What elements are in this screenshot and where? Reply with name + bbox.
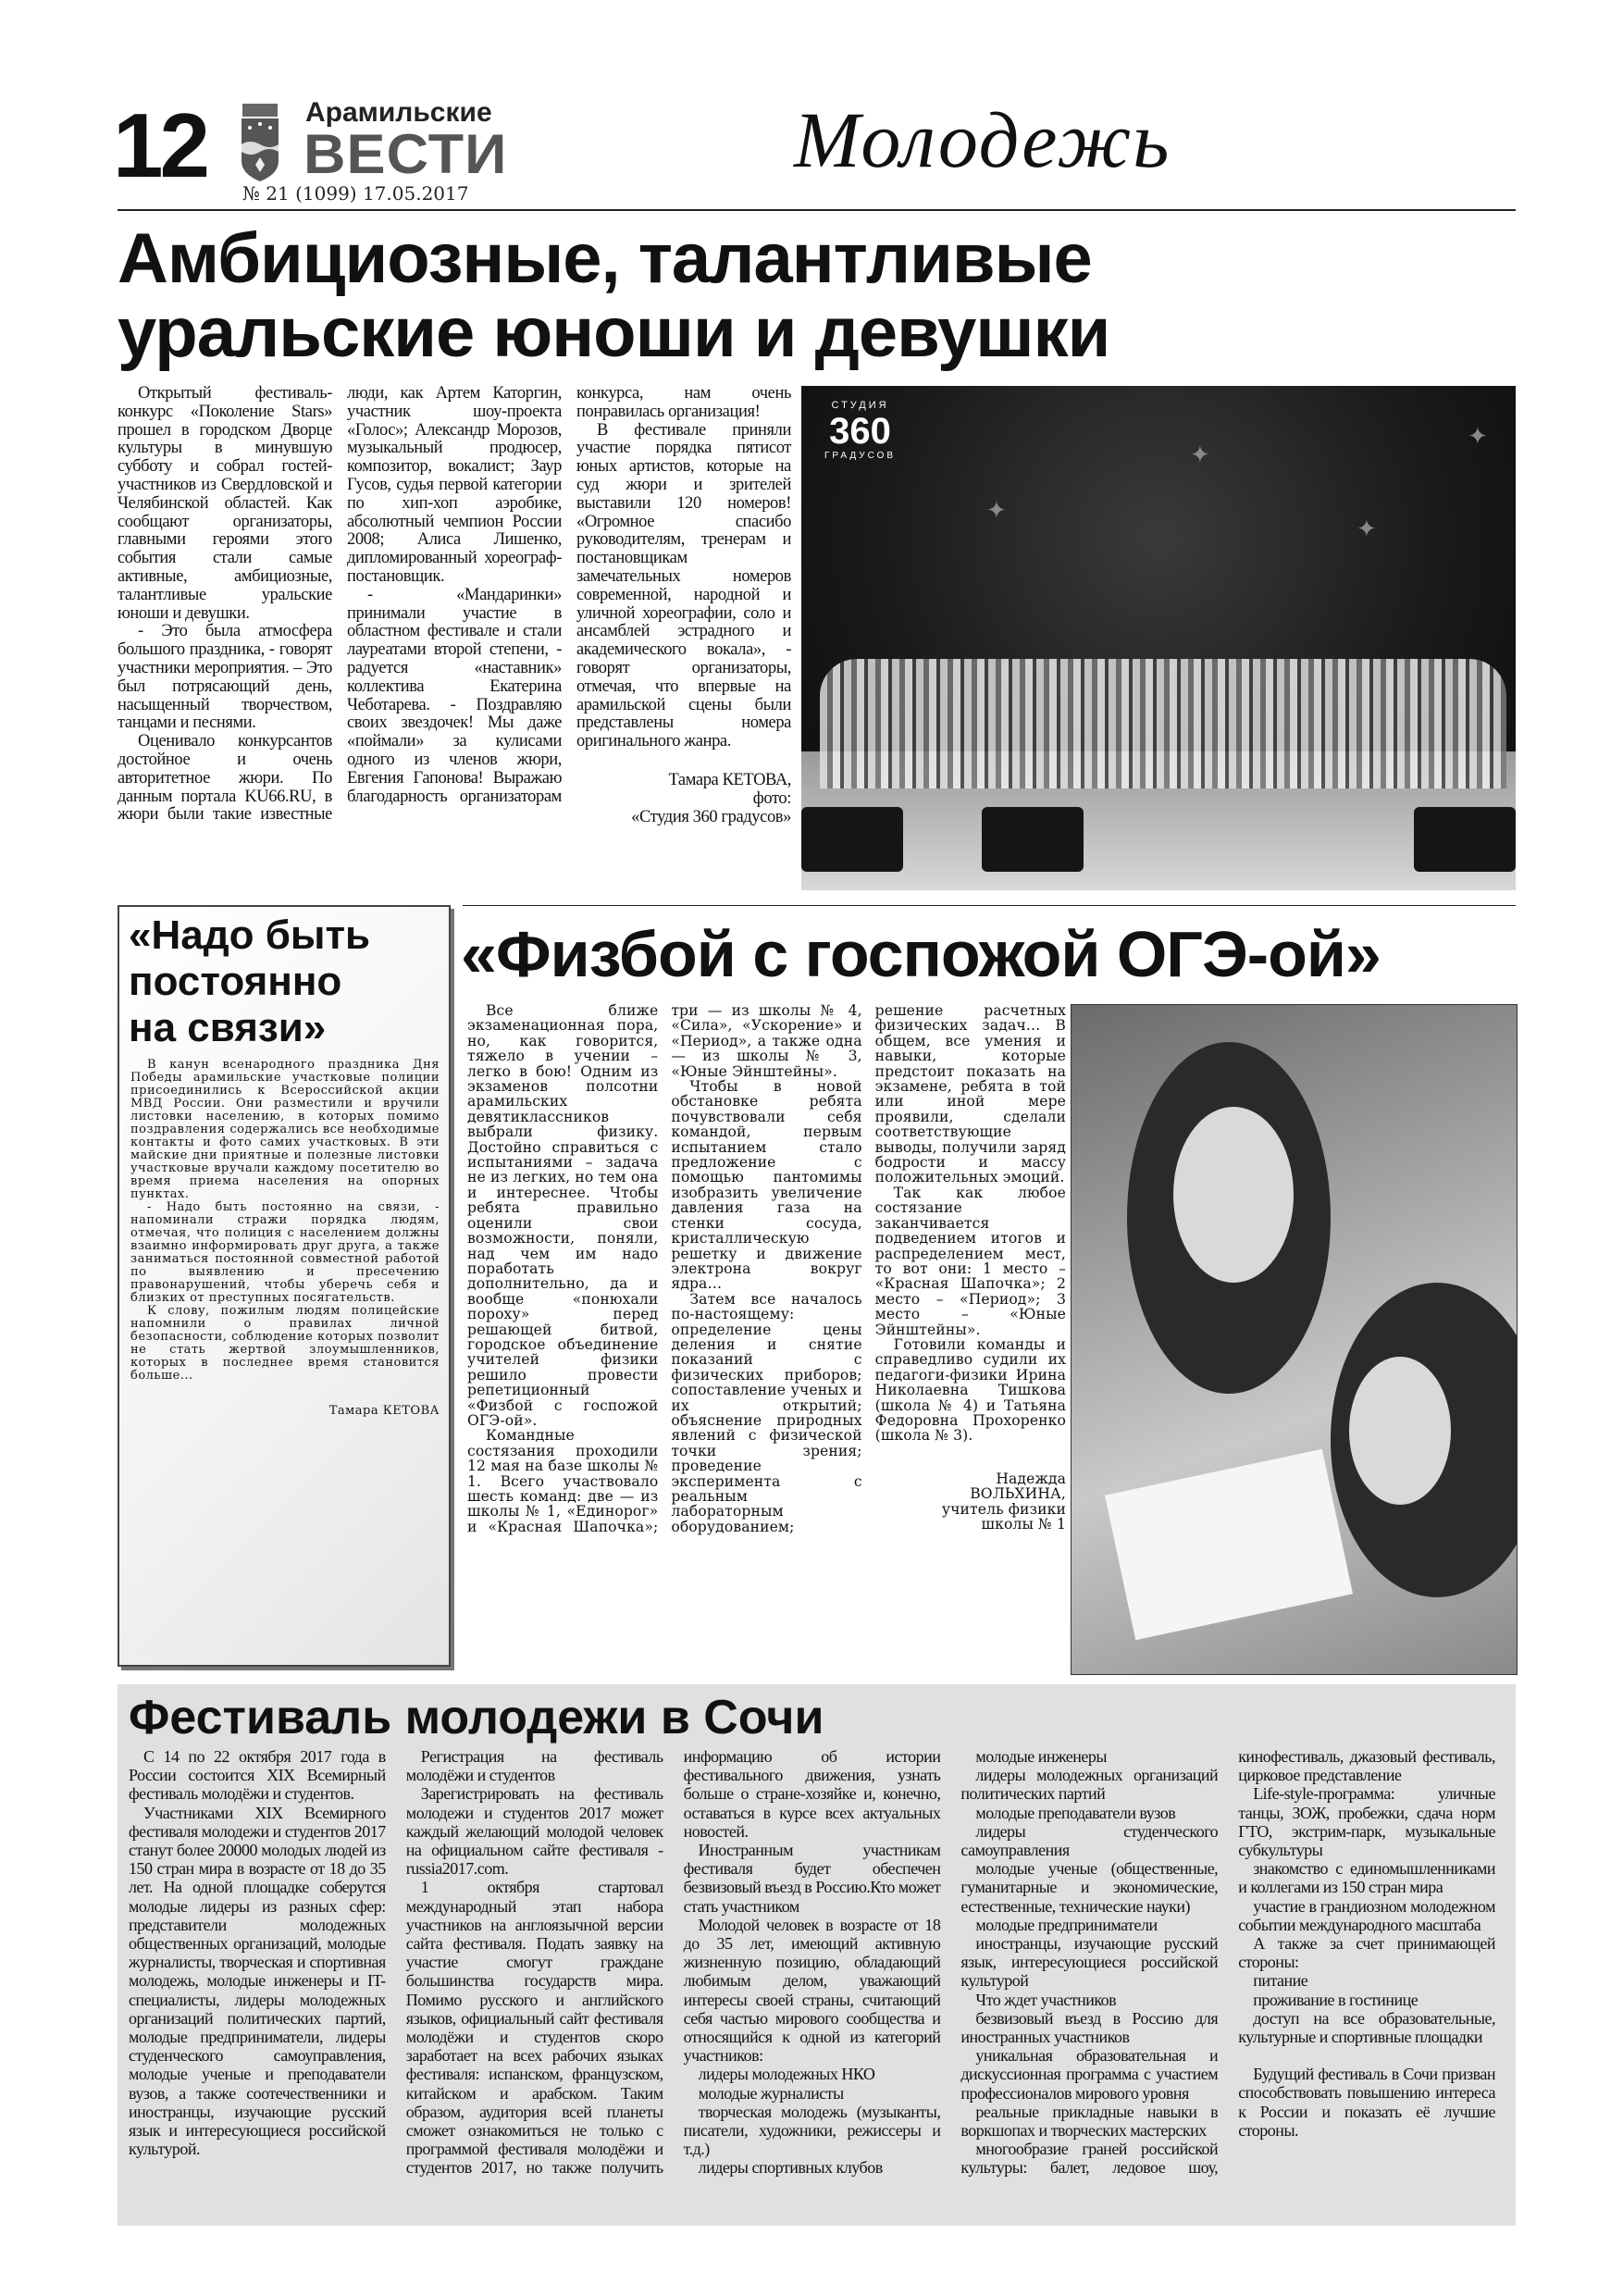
photo-credit: «Студия 360 градусов»	[631, 807, 791, 826]
paragraph: творческая молодежь (музыканты, писатели, художники, режиссеры и т.д.)	[683, 2102, 941, 2159]
paragraph: молодые журналисты	[698, 2083, 844, 2103]
paragraph: молодые преподаватели вузов	[975, 1803, 1176, 1822]
paragraph: доступ на все образовательные, культурные и спортивные площадки	[1238, 2008, 1495, 2047]
paragraph: - Надо быть постоянно на связи, - напоминали стражи порядка людям, отмечая, что полиция с населением должны взаимно информировать друг друга, а также заниматься постоянной совместной работой по выявлению и пресечению правонарушений, чтобы уберечь себя и близких от преступных посягательств.	[130, 1200, 440, 1305]
stage-speaker	[801, 807, 903, 872]
article2-body	[467, 1003, 1066, 1534]
paragraph: Открытый фестиваль-конкурс «Поколение Stars» прошел в городском Дворце культуры в минувшую субботу и собрал гостей-участников из Свердловской и Челябинской областей. Как сообщают организаторы, главными героями этого события стали самые активные, амбициозные, талантливые уральские юноши и девушки.	[118, 384, 332, 623]
paragraph: Что ждет участников	[975, 1990, 1117, 2009]
headline-line: на связи»	[129, 1005, 327, 1050]
star-decoration-icon: ✦	[1357, 515, 1377, 542]
paragraph: Так как любое состязание заканчивается подведением итогов и распределением мест, то вот они: 1 место – «Красная Шапочка»; 2 место – «Период»; 3 место – «Юные Эйнштейны».	[874, 1184, 1066, 1338]
paragraph: молодые ученые (общественные, гуманитарные и экономические, естественные, технические науки)	[960, 1859, 1219, 1916]
studio-360-logo: СТУДИЯ 360 ГРАДУСОВ	[824, 400, 897, 461]
paragraph: лидеры молодежных НКО	[698, 2065, 875, 2084]
box-body	[130, 1059, 440, 1418]
star-decoration-icon: ✦	[1190, 441, 1210, 468]
paragraph: уникальная образовательная и дискуссионная программа с участием профессионалов мирового уровня	[960, 2046, 1219, 2103]
paragraph: Регистрация на фестиваль молодёжи и студентов	[405, 1747, 663, 1785]
stage-speaker	[982, 807, 1084, 872]
paragraph: - Это была атмосфера большого праздника, - говорят участники мероприятия. – Это был потрясающий день, насыщенный творчеством, танцами и песнями.	[118, 622, 332, 733]
paragraph: многообразие граней российской культуры: балет, ледовое шоу, кинофестиваль, джазовый фестиваль, цирковое представление	[960, 1747, 1495, 2178]
headline-line: постоянно	[129, 959, 342, 1004]
author-name: Надежда	[996, 1470, 1066, 1487]
paragraph: 1 октября стартовал международный этап набора участников на англоязычной версии сайта фестиваля. Подать заявку на участие смогут граждане большинства государств мира. Помимо русского и английского языков, официальный сайт фестиваля молодёжи и студентов скоро заработает на всех рабочих языках фестиваля: испанском, французском, китайском и арабском. Таким образом, аудитория всей планеты сможет ознакомиться не только с программой фестиваля молодёжи и студентов 2017, но также получить информацию об истории фестивального движения, узнать больше о стране-хозяйке и, конечно, оставаться в курсе всех актуальных новостей.	[405, 1747, 941, 2178]
paragraph: В канун всенародного праздника Дня Победы арамильские участковые полиции присоединились к Всероссийской акции МВД России. Они разместили и вручили листовки населению, в которых помимо поздравления содержались все необходимые контакты и фото самих участковых. В эти майские дни приятные и полезные листовки участковые вручали каждому посетителю во время приема населения на опорных пунктах.	[130, 1058, 440, 1201]
paragraph: Иностранным участникам фестиваля будет обеспечен безвизовый въезд в Россию.Кто может стать участником	[683, 1841, 941, 1916]
header-divider	[118, 209, 1516, 211]
paragraph: Зарегистрировать на фестиваль молодежи и студентов 2017 может каждый желающий молодой человек на официальном сайте фестиваля - russia2017.com.	[405, 1784, 663, 1879]
paragraph: молодые инженеры	[975, 1747, 1107, 1766]
newspaper-brand-line1: Арамильские	[305, 97, 492, 128]
performers-group	[820, 659, 1506, 788]
paragraph: Life-style-программа: уличные танцы, ЗОЖ, пробежки, сдача норм ГТО, экстрим-парк, музыкальные субкультуры	[1238, 1784, 1495, 1860]
paragraph: Чтобы в новой обстановке ребята почувствовали себя командой, первым испытанием стало предложение с помощью пантомимы изобразить увеличение давления газа на стенки сосуда, кристаллическую решетку и движение электрона вокруг ядра…	[671, 1078, 862, 1293]
article3-headline: Фестиваль молодежи в Сочи	[129, 1691, 824, 1744]
photo-label: фото:	[752, 788, 791, 808]
paragraph: безвизовый въезд в Россию для иностранных участников	[960, 2008, 1219, 2047]
article1-signature	[576, 772, 791, 826]
paragraph: Затем все началось по-настоящему: определение цены деления и снятие показаний с физических приборов; сопоставление ученых и их открытий; объяснение природных явлений с физической точки зрения; проведение эксперимента с реальным лабораторным оборудованием; решение расчетных физических задач… В общем, все умения и навыки, которые предстоит показать на экзамене, ребята в той или иной мере проявили, сделали соответствующие выводы, получили заряд бодрости и массу положительных эмоций.	[671, 1002, 1066, 1535]
author-school: школы № 1	[981, 1516, 1066, 1533]
section-title: Молодежь	[794, 95, 1171, 184]
headline-line: «Надо быть	[129, 912, 371, 958]
paragraph: иностранцы, изучающие русский язык, интересующиеся российской культурой	[960, 1934, 1219, 1991]
paragraph: Молодой человек в возрасте от 18 до 35 лет, имеющий активную жизненную позицию, обладающий любимым делом, уважающий интересы своей страны, считающий себя частью мирового сообщества и относящийся к одной из категорий участников:	[683, 1915, 941, 2066]
paragraph: С 14 по 22 октября 2017 года в России состоится XIX Всемирный фестиваль молодёжи и студентов.	[129, 1747, 386, 1804]
student-face	[1173, 1107, 1294, 1283]
author-surname: ВОЛЬХИНА,	[970, 1485, 1066, 1503]
student-face	[1349, 1357, 1451, 1505]
author-role: учитель физики	[941, 1500, 1066, 1518]
paragraph: лидеры спортивных клубов	[698, 2158, 883, 2178]
article1-headline	[118, 219, 1110, 372]
issue-number-date: № 21 (1099) 17.05.2017	[242, 182, 469, 205]
students-solving-photo	[1071, 1004, 1518, 1675]
article2-headline: «Физбой с госпожой ОГЭ-ой»	[461, 918, 1381, 990]
star-decoration-icon: ✦	[986, 497, 1007, 524]
worksheet-paper	[1105, 1449, 1353, 1640]
page-number: 12	[113, 94, 207, 196]
paragraph: знакомство с единомышленниками и коллегами из 150 стран мира	[1238, 1859, 1495, 1897]
section-divider	[463, 905, 1516, 906]
city-crest-icon	[239, 104, 281, 181]
stage-speaker	[1414, 807, 1516, 872]
paragraph: А также за счет принимающей стороны:	[1238, 1934, 1495, 1972]
paragraph: Оценивало конкурсантов достойное и очень авторитетное жюри. По данным портала KU66.RU, в жюри были такие известные люди, как Артем Каторгин, участник шоу-проекта «Голос»; Александр Морозов, музыкальный продюсер, композитор, вокалист; Заур Гусов, судья первой категории по хип-хоп аэробике, абсолютный чемпион России 2008; Алиса Лишенко, дипломированный хореограф-постановщик.	[118, 384, 562, 825]
paragraph: реальные прикладные навыки в воркшопах и творческих мастерских	[960, 2102, 1219, 2141]
headline-line: Амбициозные, талантливые	[118, 219, 1092, 298]
paragraph: Все ближе экзаменационная пора, но, как говорится, тяжело в учении – легко в бою! Одним из экзаменов полсотни арамильских девятиклассников выбрали физику. Достойно справиться с испытаниями – задача не из легких, но тем она и интереснее. Чтобы ребята правильно оценили свои возможности, поняли, над чем им надо поработать дополнительно, да и вообще «понюхали пороху» перед решающей битвой, городское объединение учителей физики решило провести репетиционный «Физбой с госпожой ОГЭ-ой».	[467, 1002, 659, 1429]
paragraph: Участниками XIX Всемирного фестиваля молодежи и студентов 2017 станут более 20000 молодых людей из 150 стран мира в возрасте от 18 до 35 лет. На одной площадке соберутся молодые лидеры из разных сфер: представители молодежных общественных организаций, молодые журналисты, творческая и спортивная молодежь, молодые инженеры и IT-специалисты, лидеры молодежных организаций политических партий, молодые предприниматели, лидеры студенческого самоуправления, молодые ученые и преподаватели вузов, а также соотечественники и иностранцы, изучающие русский язык и интересующиеся российской культурой.	[129, 1803, 386, 2159]
paragraph: участие в грандиозном молодежном событии международного масштаба	[1238, 1896, 1495, 1934]
article2-signature	[875, 1471, 1066, 1533]
box-headline	[129, 912, 370, 1051]
paragraph: Готовили команды и справедливо судили их педагоги-физики Ирина Николаевна Тишкова (школа № 4) и Татьяна Федоровна Прохоренко (школа № 3).	[874, 1335, 1066, 1445]
newspaper-brand-line2: ВЕСТИ	[304, 123, 508, 185]
paragraph: К слову, пожилым людям полицейские напомнили о правилах личной безопасности, соблюдение которых позволит не стать жертвой злоумышленников, которых в последнее время становится больше...	[130, 1304, 440, 1383]
paragraph: Будущий фестиваль в Сочи призван способствовать повышению интереса к России и показать её лучшие стороны.	[1238, 2065, 1495, 2140]
paragraph: питание	[1253, 1971, 1308, 1991]
paragraph: - «Мандаринки» принимали участие в областном фестивале и стали лауреатами второй степени, - радуется «наставник» коллектива Екатерина Чеботарева. - Поздравляю своих звездочек! Мы даже «поймали» за кулисами одного из членов жюри, Евгения Гапонова! Выражаю благодарность организаторам конкурса, нам очень понравилась организация!	[347, 384, 791, 806]
headline-line: уральские юноши и девушки	[118, 293, 1110, 372]
sochi-festival-article	[118, 1684, 1516, 2226]
paragraph: лидеры студенческого самоуправления	[960, 1821, 1219, 1860]
paragraph: В фестивале приняли участие порядка пятисот юных артистов, которые на суд жюри и зрителей выставили 120 номеров! «Огромное спасибо руководителям, тренерам и постановщикам замечательных номеров современной, народной и уличной хореографии, соло и ансамблей эстрадного и академического вокала», - говорят организаторы, отмечая, что впервые на арамильской сцены были представлены номера оригинального жанра.	[576, 420, 791, 751]
festival-stage-photo	[801, 386, 1516, 890]
paragraph: молодые предприниматели	[975, 1915, 1158, 1934]
star-decoration-icon: ✦	[1468, 423, 1488, 450]
paragraph: Командные состязания проходили 12 мая на базе школы № 1. Всего участвовало шесть команд: две — из школы № 1, «Единорог» и «Красная Шапочка»; три — из школы № 4, «Сила», «Ускорение» и «Период», а также одна — из школы № 3, «Юные Эйнштейны».	[467, 1002, 862, 1535]
police-sidebar-box	[118, 905, 451, 1667]
article1-body	[118, 385, 791, 826]
paragraph: лидеры молодежных организаций политических партий	[960, 1766, 1219, 1804]
author: Тамара КЕТОВА,	[668, 770, 791, 789]
paragraph: проживание в гостинице	[1253, 1990, 1419, 2009]
article3-body	[129, 1747, 1495, 2178]
box-signature: Тамара КЕТОВА	[328, 1404, 440, 1418]
